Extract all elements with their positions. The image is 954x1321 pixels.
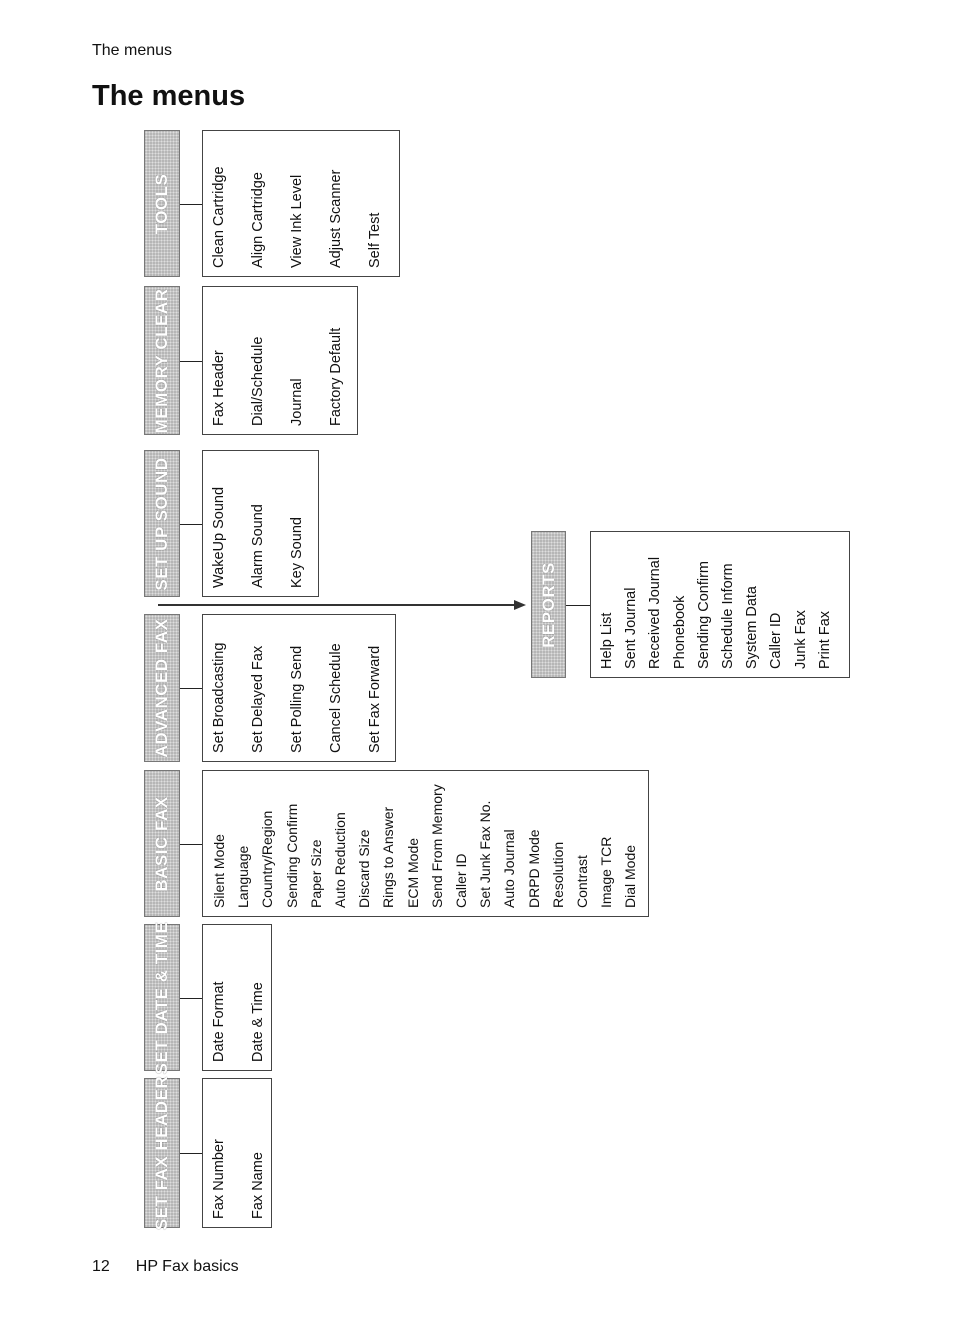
- menu-connector: [180, 844, 202, 845]
- submenu-item: Rings to Answer: [380, 806, 397, 908]
- submenu-item: Schedule Inform: [720, 563, 736, 669]
- menu-label: SET DATE & TIME: [152, 921, 171, 1074]
- menu-label: TOOLS: [152, 173, 171, 234]
- submenu-item: Date & Time: [250, 982, 266, 1062]
- submenu-item: Language: [235, 845, 252, 908]
- submenu-item: Caller ID: [453, 853, 469, 908]
- submenu-item: Sending Confirm: [695, 561, 712, 669]
- submenu-item: Sending Confirm: [283, 803, 300, 908]
- menu-connector: [180, 524, 202, 525]
- menu-tab-memory-clear: [144, 286, 180, 435]
- menu-label: MEMORY CLEAR: [152, 288, 171, 433]
- submenu-item: Silent Mode: [211, 834, 227, 908]
- submenu-item: Set Junk Fax No.: [477, 800, 494, 908]
- submenu-box-advanced-fax: [202, 614, 396, 762]
- submenu-item: Adjust Scanner: [328, 169, 344, 268]
- menu-label: ADVANCED FAX: [152, 618, 171, 758]
- submenu-item: Fax Number: [211, 1139, 227, 1219]
- submenu-item: Paper Size: [307, 839, 324, 908]
- submenu-item: Junk Fax: [792, 610, 809, 669]
- submenu-item: Factory Default: [328, 327, 344, 426]
- submenu-item: Print Fax: [816, 610, 833, 669]
- submenu-item: Image TCR: [598, 836, 615, 908]
- running-head: The menus: [92, 42, 173, 59]
- submenu-item: Set Fax Forward: [367, 645, 383, 753]
- menu-tab-reports: [531, 531, 566, 678]
- submenu-item: Set Delayed Fax: [250, 645, 266, 753]
- menu-label: REPORTS: [538, 561, 558, 648]
- submenu-item: Auto Reduction: [332, 812, 348, 908]
- submenu-item: Send From Memory: [428, 784, 445, 908]
- submenu-item: Resolution: [549, 841, 566, 908]
- submenu-item: Fax Header: [211, 350, 227, 426]
- submenu-item: Fax Name: [250, 1152, 266, 1219]
- submenu-item: Contrast: [574, 855, 590, 908]
- menu-connector: [180, 1153, 202, 1154]
- footer-section: HP Fax basics: [135, 1258, 239, 1275]
- menu-tab-basic-fax: [144, 770, 180, 917]
- submenu-item: Received Journal: [647, 556, 664, 669]
- submenu-box-memory-clear: [202, 286, 358, 435]
- menu-connector: [180, 998, 202, 999]
- submenu-item: View Ink Level: [289, 174, 305, 268]
- submenu-box-set-date-and-time: [202, 924, 272, 1071]
- menu-tab-advanced-fax: [144, 614, 180, 762]
- submenu-item: DRPD Mode: [525, 829, 542, 908]
- page-footer: [92, 1258, 239, 1276]
- submenu-item: Auto Journal: [501, 829, 518, 908]
- submenu-item: Discard Size: [356, 829, 373, 908]
- submenu-box-set-fax-header: [202, 1078, 272, 1228]
- submenu-item: Caller ID: [768, 612, 785, 669]
- submenu-box-tools: [202, 130, 400, 277]
- submenu-item: Help List: [599, 612, 615, 669]
- reports-arrow-line: [158, 604, 516, 606]
- page-number: 12: [92, 1258, 110, 1275]
- submenu-item: Key Sound: [289, 517, 305, 588]
- menu-tab-set-fax-header: [144, 1075, 180, 1231]
- submenu-item: Self Test: [367, 212, 383, 268]
- submenu-item: Dial/Schedule: [250, 336, 266, 426]
- submenu-box-basic-fax: [202, 770, 649, 917]
- menu-label: SET FAX HEADER: [152, 1075, 171, 1231]
- submenu-item: Cancel Schedule: [328, 643, 344, 753]
- menu-connector: [180, 204, 202, 205]
- submenu-item: Sent Journal: [623, 587, 640, 669]
- submenu-item: ECM Mode: [404, 837, 421, 908]
- submenu-item: Date Format: [211, 981, 227, 1062]
- submenu-box-set-up-sound: [202, 450, 319, 597]
- submenu-item: Journal: [289, 378, 305, 426]
- menu-connector: [566, 605, 590, 606]
- menu-tab-set-up-sound: [144, 450, 180, 597]
- submenu-item: WakeUp Sound: [211, 486, 227, 588]
- reports-arrow-head: [514, 600, 526, 610]
- submenu-item: Dial Mode: [622, 844, 639, 908]
- menu-connector: [180, 688, 202, 689]
- submenu-item: Align Cartridge: [250, 172, 266, 268]
- page-title: The menus: [92, 80, 246, 112]
- menu-label: SET UP SOUND: [152, 456, 171, 591]
- submenu-item: Set Polling Send: [289, 645, 305, 753]
- submenu-item: System Data: [744, 586, 761, 669]
- menu-tab-tools: [144, 130, 180, 277]
- submenu-item: Set Broadcasting: [211, 642, 227, 753]
- menu-connector: [180, 361, 202, 362]
- submenu-item: Country/Region: [259, 810, 276, 908]
- submenu-item: Phonebook: [671, 595, 688, 669]
- submenu-item: Alarm Sound: [250, 504, 266, 588]
- submenu-item: Clean Cartridge: [211, 166, 227, 268]
- menu-label: BASIC FAX: [152, 795, 171, 892]
- submenu-box-reports: [590, 531, 850, 678]
- menu-tab-set-date-and-time: [144, 921, 180, 1074]
